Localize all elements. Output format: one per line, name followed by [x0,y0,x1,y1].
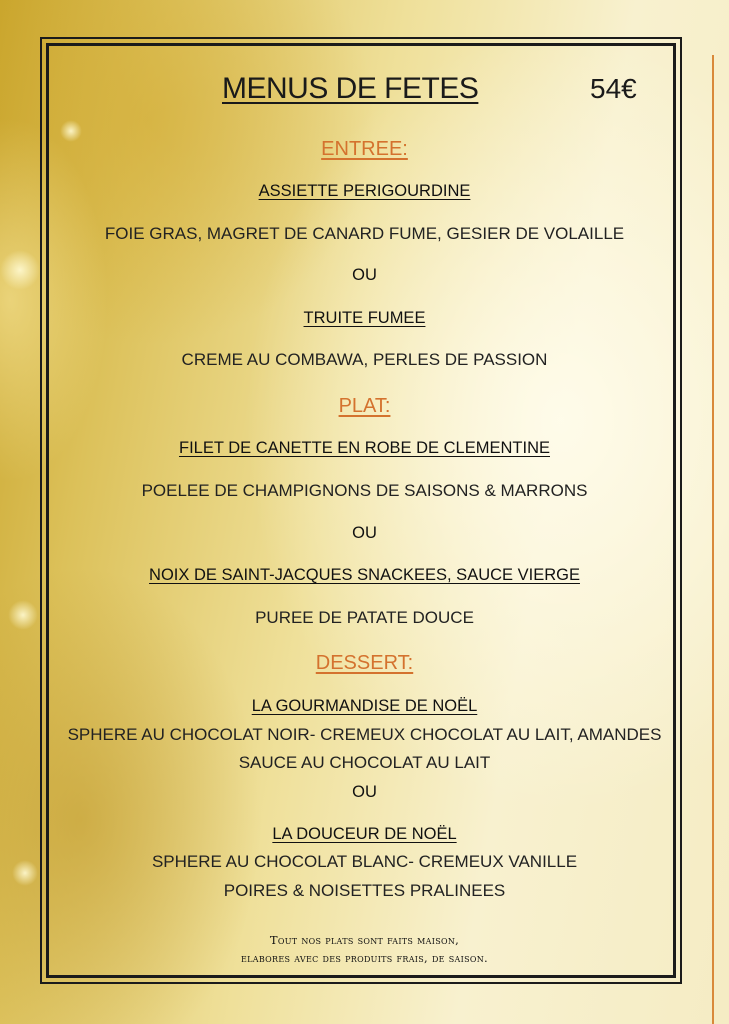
dish-name-entree-2: TRUITE FUMEE [303,309,426,327]
dish-description-plat-1: POELEE DE CHAMPIGNONS DE SAISONS & MARRONS [141,481,588,500]
dish-description-dessert-2-line2: POIRES & NOISETTES PRALINEES [223,881,506,900]
footer-note-line2: elabores avec des produits frais, de saison. [241,951,488,965]
dish-description-dessert-1-line2: SAUCE AU CHOCOLAT AU LAIT [238,753,491,772]
or-separator: OU [352,266,377,284]
section-heading-dessert: DESSERT: [315,652,414,674]
dish-name-entree-1: ASSIETTE PERIGOURDINE [258,182,471,200]
dish-description-plat-2: PUREE DE PATATE DOUCE [255,608,474,627]
menu-price: 54€ [590,73,637,104]
dish-description-dessert-1-line1: SPHERE AU CHOCOLAT NOIR- CREMEUX CHOCOLAT AU LAIT, AMANDES [67,725,662,744]
dish-name-plat-2: NOIX DE SAINT-JACQUES SNACKEES, SAUCE VIERGE [149,566,580,584]
dish-description-entree-1: FOIE GRAS, MAGRET DE CANARD FUME, GESIER DE VOLAILLE [104,224,625,243]
dish-name-dessert-2: LA DOUCEUR DE NOËL [272,825,457,843]
or-separator: OU [352,783,377,801]
dish-name-plat-1: FILET DE CANETTE EN ROBE DE CLEMENTINE [178,439,550,457]
footer-note-line1: Tout nos plats sont faits maison, [269,933,460,947]
menu-title: MENUS DE FETES [222,72,479,105]
dish-description-dessert-2-line1: SPHERE AU CHOCOLAT BLANC- CREMEUX VANILLE [151,852,578,871]
section-heading-entree: ENTREE: [321,138,408,160]
section-heading-plat: PLAT: [338,395,391,417]
dish-name-dessert-1: LA GOURMANDISE DE NOËL [251,697,478,715]
dish-description-entree-2: CREME AU COMBAWA, PERLES DE PASSION [181,350,548,369]
or-separator: OU [352,524,377,542]
